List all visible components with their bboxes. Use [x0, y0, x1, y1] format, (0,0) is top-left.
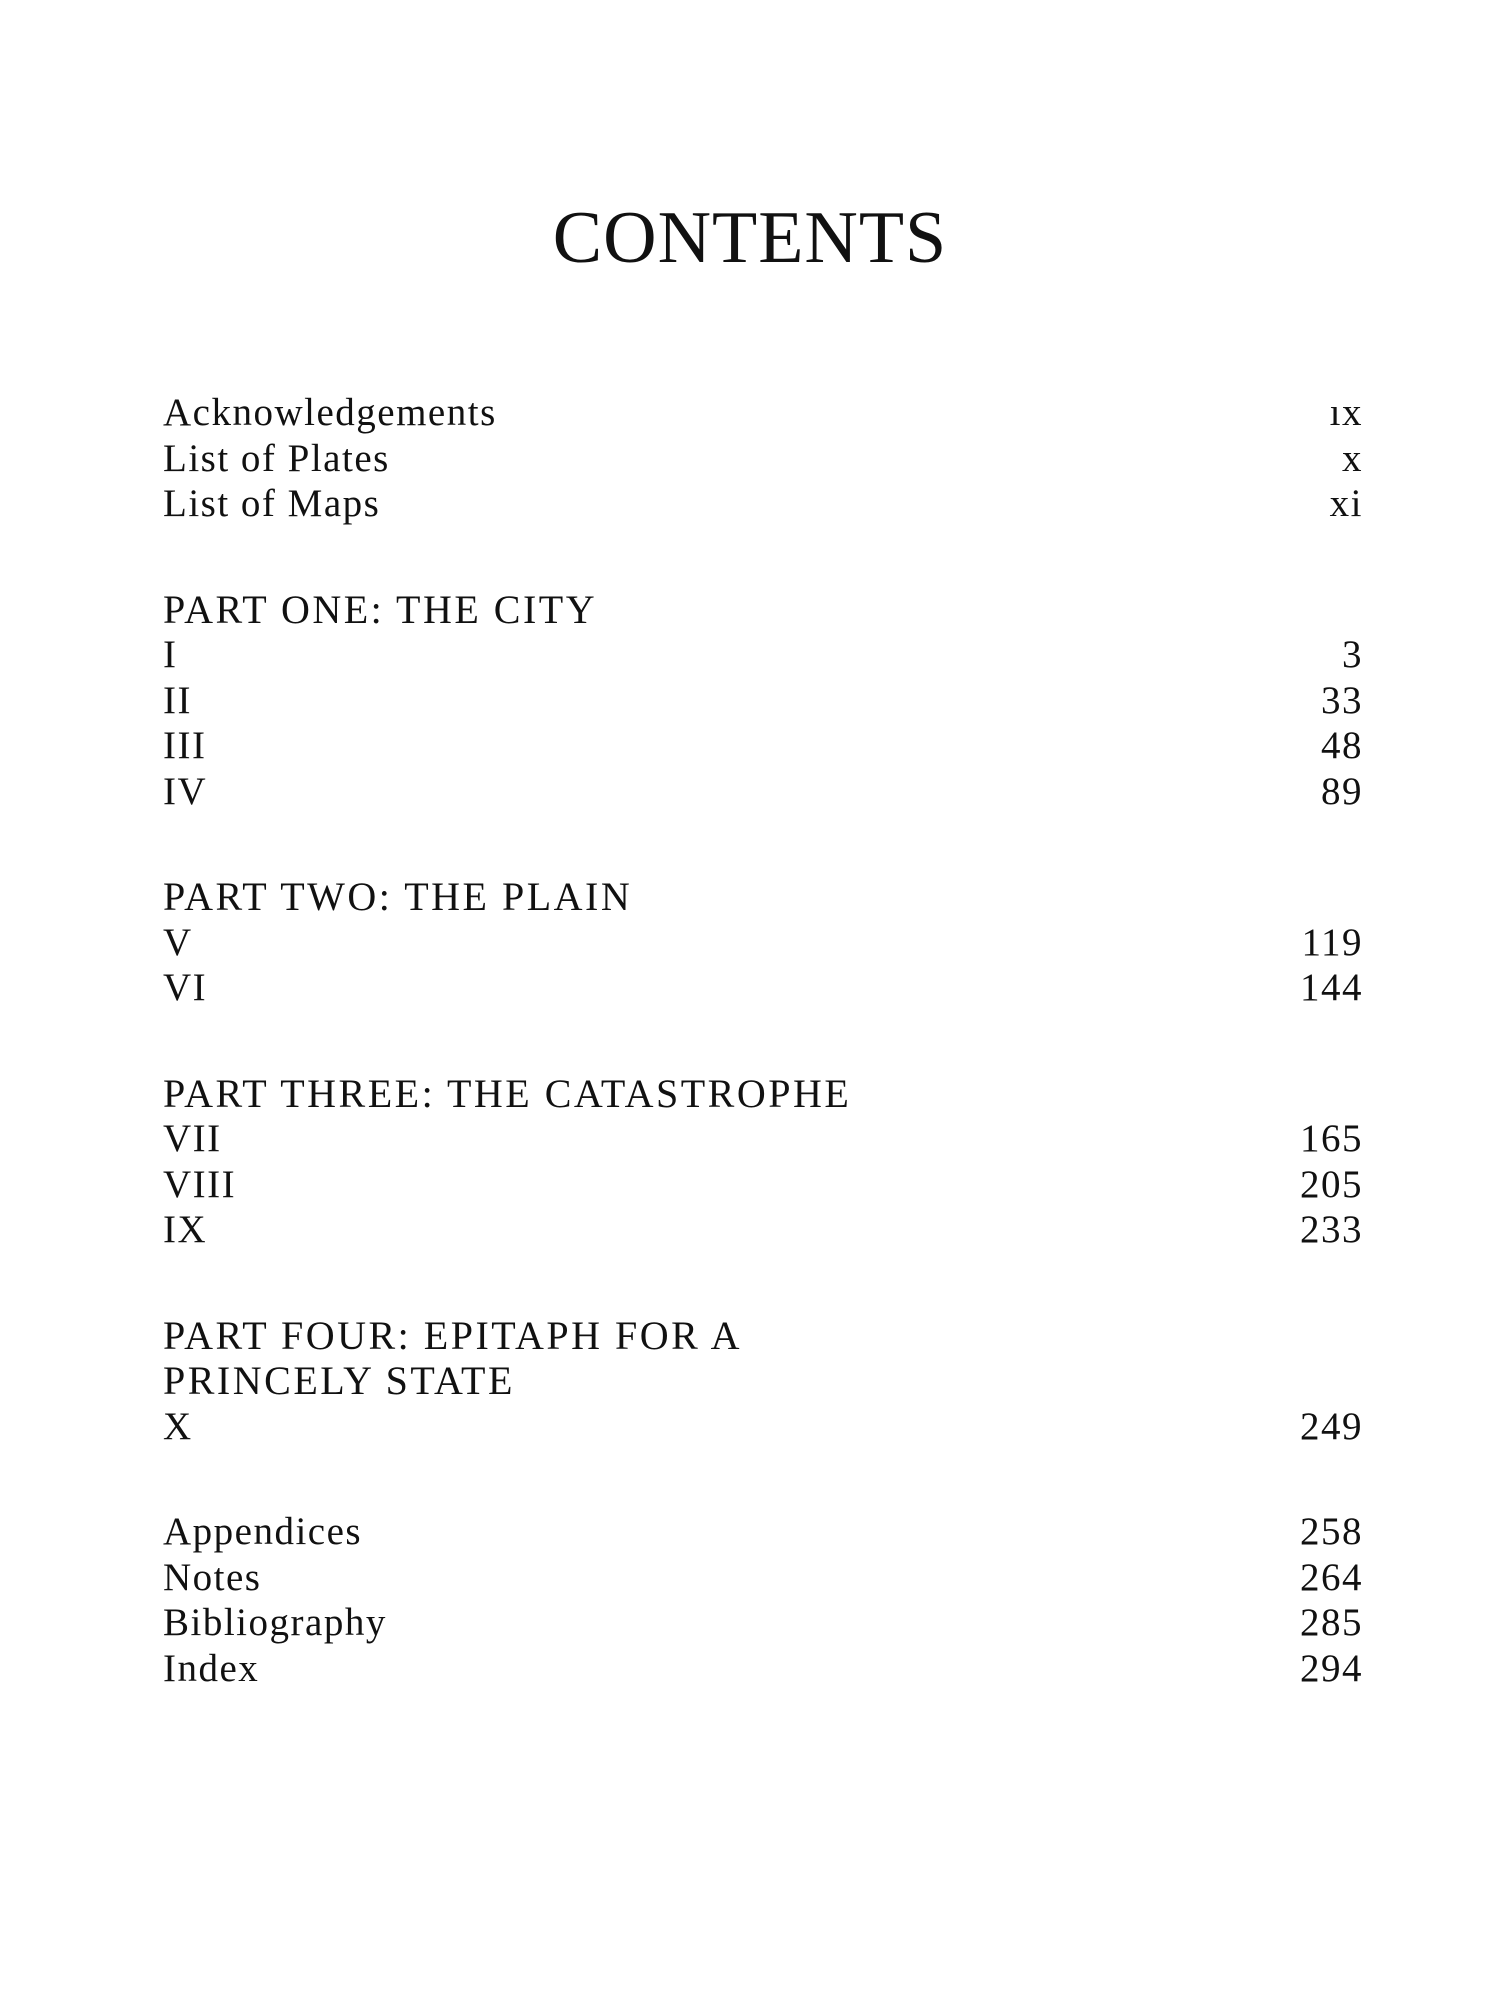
- entry-page-number: 249: [1300, 1404, 1363, 1448]
- entry-page-number: 144: [1300, 966, 1363, 1009]
- entry-page-number: 285: [1300, 1601, 1363, 1644]
- entry-label: IV: [163, 769, 208, 813]
- part-heading: PART TWO: THE PLAIN: [163, 874, 633, 919]
- toc-entry-chapter: [163, 1162, 1363, 1208]
- entry-page-number: ıx: [1329, 391, 1363, 434]
- entry-label: VI: [163, 966, 208, 1009]
- entry-page-number: 89: [1321, 769, 1363, 813]
- toc-entry-bibliography: [163, 1600, 1363, 1646]
- entry-label: Acknowledgements: [163, 391, 497, 434]
- toc-entry-chapter: [163, 632, 1363, 678]
- toc-entry-list-of-maps: [163, 481, 1363, 527]
- entry-label: Bibliography: [163, 1601, 387, 1644]
- toc-entry-appendices: [163, 1509, 1363, 1555]
- entry-label: List of Maps: [163, 482, 381, 525]
- toc-entry-chapter: [163, 1404, 1363, 1450]
- entry-label: X: [163, 1404, 193, 1448]
- entry-label: VII: [163, 1117, 222, 1160]
- part-four-section: [163, 1313, 1363, 1450]
- entry-label: V: [163, 920, 193, 964]
- toc-entry-chapter: [163, 920, 1363, 966]
- part-heading: PART ONE: THE CITY: [163, 586, 598, 632]
- entry-label: List of Plates: [163, 436, 390, 480]
- part-two-section: [163, 874, 1363, 1011]
- back-matter-section: [163, 1509, 1363, 1691]
- front-matter-section: [163, 390, 1363, 527]
- toc-entry-chapter: [163, 769, 1363, 815]
- entry-page-number: 264: [1300, 1555, 1363, 1599]
- part-heading: PART THREE: THE CATASTROPHE: [163, 1070, 852, 1116]
- part-three-section: [163, 1071, 1363, 1253]
- entry-label: Appendices: [163, 1510, 363, 1553]
- entry-label: Index: [163, 1646, 260, 1690]
- toc-entry-index: [163, 1646, 1363, 1692]
- toc-entry-acknowledgements: [163, 390, 1363, 436]
- toc-entry-notes: [163, 1555, 1363, 1601]
- entry-label: I: [163, 633, 178, 676]
- entry-page-number: xi: [1329, 482, 1363, 525]
- entry-label: III: [163, 724, 207, 767]
- toc-entry-list-of-plates: [163, 436, 1363, 482]
- toc-entry-chapter: [163, 723, 1363, 769]
- entry-page-number: 48: [1321, 724, 1363, 767]
- part-one-section: [163, 587, 1363, 815]
- entry-page-number: x: [1342, 436, 1363, 480]
- entry-page-number: 3: [1342, 633, 1363, 676]
- toc-entry-chapter: [163, 965, 1363, 1011]
- part-heading-continued: PRINCELY STATE: [163, 1358, 515, 1403]
- entry-page-number: 205: [1300, 1162, 1363, 1206]
- entry-label: VIII: [163, 1162, 237, 1206]
- entry-page-number: 233: [1300, 1208, 1363, 1251]
- entry-label: II: [163, 678, 192, 722]
- entry-label: IX: [163, 1208, 208, 1251]
- toc-entry-chapter: [163, 1207, 1363, 1253]
- entry-page-number: 33: [1321, 678, 1363, 722]
- entry-page-number: 258: [1300, 1510, 1363, 1553]
- table-of-contents: [163, 390, 1363, 1751]
- toc-entry-chapter: [163, 1116, 1363, 1162]
- entry-page-number: 294: [1300, 1646, 1363, 1690]
- part-heading: PART FOUR: EPITAPH FOR A: [163, 1312, 743, 1358]
- page-title: CONTENTS: [552, 196, 948, 279]
- entry-page-number: 165: [1300, 1117, 1363, 1160]
- toc-entry-chapter: [163, 678, 1363, 724]
- entry-label: Notes: [163, 1555, 262, 1599]
- entry-page-number: 119: [1301, 920, 1363, 964]
